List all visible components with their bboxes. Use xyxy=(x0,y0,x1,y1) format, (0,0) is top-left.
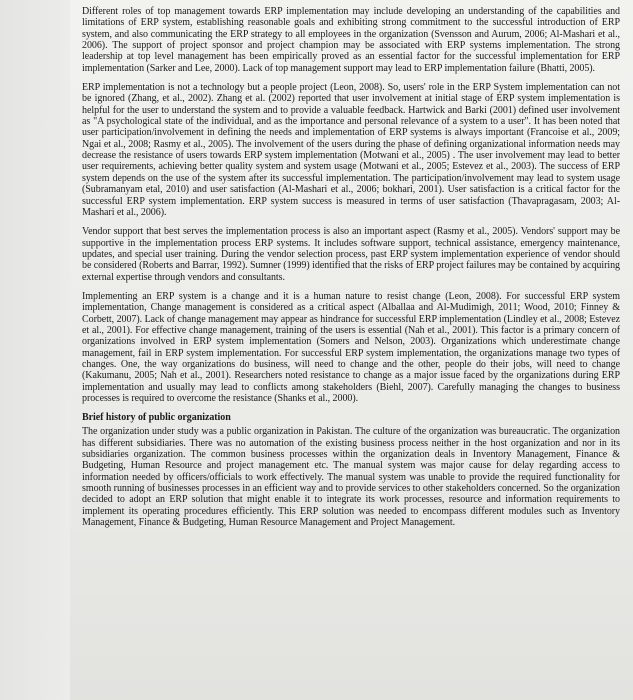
document-body xyxy=(82,6,620,536)
paragraph-change-management: Implementing an ERP system is a change and it is a human nature to resist change (Leon, 2008). For successful ERP system implementation, Change management is considered as a critical aspect (Alballaa and Al-Mudimigh, 2011; Wood, 2010; Finney & Corbett, 2007). Lack of change management may appear as hindrance for successful ERP implementation (Lindley et al., 2008; Estevez et al., 2001). For effective change management, training of the users is essential (Nah et al., 2001). This factor is a primary concern of organizations involved in ERP system implementation (Somers and Nelson, 2003). Organizations which underestimate change management, fail in ERP system implementation. For successful ERP system implementation, the organizations manage two types of changes. One, the way organizations do business, will need to change and the other, people do their jobs, will need to change (Kakumanu, 2005; Nah et al., 2001). Researchers noted resistance to change as a major issue faced by the organizations during ERP implementation and usually may lead to conflicts among stakeholders (Biehl, 2007). Carefully managing the changes to business processes is required to overcome the resistance (Shanks et al., 2000). xyxy=(82,290,620,404)
paragraph-user-involvement: ERP implementation is not a technology but a people project (Leon, 2008). So, users' role in the ERP System implementation can not be ignored (Zhang, et al., 2002). Zhang et al. (2002) reported that user involvement at initial stage of ERP system implementation is helpful for the user to understand the system and to provide a valuable feedback. Hartwick and Barki (2001) defined user involvement as "A psychological state of the individual, and as the importance and personal relevance of a system to a user". It has been noted that user participation/involvement in defining the needs and implementation of ERP systems is always important (Francoise et al., 2009; Ngai et al., 2008; Rasmy et al., 2005). The involvement of the users during the phase of defining organizational information needs may decrease the resistance of users towards ERP system implementation (Motwani et al., 2005) . The user involvement may lead to better user requirements, achieving better quality system and system usage (Motwani et al., 2005; Estevez et al., 2003). The success of ERP system depends on the use of the system after its successful implementation. The participation/involvement may lead to system usage (Subramanyam etal, 2010) and user satisfaction (Al-Mashari et al., 2006; bokhari, 2001). User satisfaction is a critical factor for the successful ERP system implementation. ERP system success is measured in terms of user satisfaction (Thavapragasam, 2003; Al-Mashari et al., 2006). xyxy=(82,82,620,218)
page-margin xyxy=(0,0,70,700)
paragraph-top-management: Different roles of top management towards ERP implementation may include developing an understanding of the capabilities and limitations of ERP system, establishing reasonable goals and exhibiting strong commitment to the successful introduction of ERP system, and also communicating the ERP strategy to all employees in the organization (Svensson and Aurum, 2006; Al-Mashari et al., 2006). The support of project sponsor and project champion may be associated with ERP systems implementation. The strong leadership at top level management has been empirically proved as an essential factor for the successful implementation for ERP implementation (Sarker and Lee, 2000). Lack of top management support may lead to ERP implementation failure (Bhatti, 2005). xyxy=(82,6,620,74)
section-heading: Brief history of public organization xyxy=(82,412,231,424)
paragraph-public-organization: The organization under study was a public organization in Pakistan. The culture of the organization was bureaucratic. The organization has different subsidiaries. There was no automation of the existing business process neither in the host organization and nor in its subsidiaries organization. The common business processes within the organization deals in Inventory Management, Finance & Budgeting, Human Resource and project management etc. The manual system was major cause for delay regarding access to information needed by officers/officials to work effectively. The manual system was unable to provide the required functionality for smooth running of businesses processes in an efficient way and to provide services to other stakeholders concerned. So the organization decided to adopt an ERP solution that might enable it to integrate its work processes, resource and information requirements to implement its operating procedures efficiently. This ERP solution was needed to encompass different modules such as Inventory Management, Finance & Budgeting, Human Resource Management and Project Management. xyxy=(82,426,620,529)
paragraph-vendor-support: Vendor support that best serves the implementation process is also an important aspect (Rasmy et al., 2005). Vendors' support may be supportive in the implementation process ERP systems. It includes software support, technical assistance, emergency maintenance, updates, and special user training. During the vendor selection process, past ERP system implementation experience of vendor should be considered (Roberts and Barrar, 1992). Sumner (1999) identified that the risks of ERP project failures may be contained by acquiring external expertise through vendors and consultants. xyxy=(82,226,620,283)
